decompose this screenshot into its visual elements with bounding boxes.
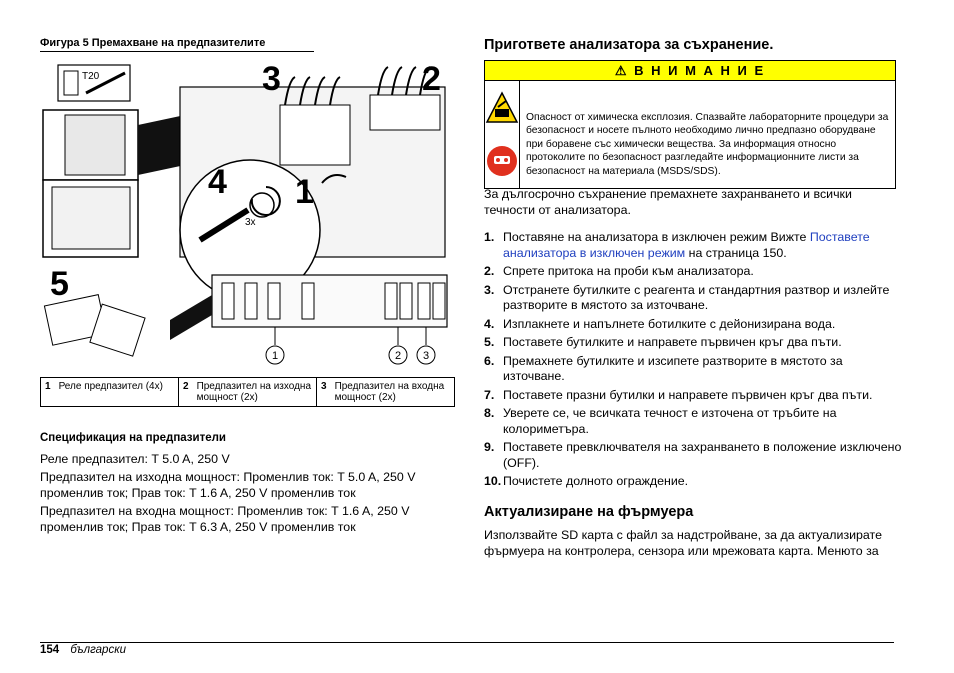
firmware-text: Използвайте SD карта с файл за надстройване, за да актуализирате фърмуера на контролера, сензора или мрежовата карта. Менюто за (484, 528, 882, 558)
legend-item (317, 378, 455, 407)
warning-title: В Н И М А Н И Е (634, 63, 766, 78)
step-number: 3. (484, 282, 495, 297)
list-item (484, 440, 904, 471)
warning-triangle-icon: ⚠ (614, 63, 629, 78)
fuse-removal-figure (40, 55, 455, 375)
warning-text: Опасност от химическа експлозия. Спазвайте лабораторните процедури за безопасност и носете пълното необходимо лично предпазно оборудване при боравене със химически вещества. За информация относно протоколите по безопасност разгледайте информационните листи за безопасност на материала (MSDS/SDS). (526, 112, 889, 177)
legend-number: 1 (45, 381, 51, 392)
step-text: Изплакнете и напълнете ботилките с дейонизирана вода. (503, 316, 836, 331)
figure-caption: Фигура 5 Премахване на предпазителите (40, 37, 314, 52)
step-number: 5. (484, 335, 495, 349)
step-number: 7. (484, 387, 495, 402)
step-number: 2. (484, 264, 495, 278)
list-item (484, 230, 904, 261)
spec-relay-fuse: Реле предпазител: T 5.0 A, 250 V (40, 452, 230, 466)
warning-box (484, 60, 896, 189)
step-text: Уверете се, че всичката течност е източена от тръбите на колориметъра. (503, 406, 837, 436)
list-item (484, 317, 904, 333)
step-number: 9. (484, 440, 495, 454)
legend-item (41, 378, 179, 407)
storage-heading: Пригответе анализатора за съхранение. (484, 37, 774, 53)
legend-number: 2 (183, 381, 189, 392)
spec-output-fuse: Предпазител на изходна мощност: Променлив ток: T 5.0 A, 250 V променлив ток; Прав ток: T 1.6 A, 250 V променлив ток (40, 470, 416, 500)
legend-item (179, 378, 317, 407)
legend-text: Реле предпазител (4x) (58, 381, 163, 392)
list-item (484, 354, 904, 385)
list-item (484, 406, 904, 437)
callout-3: 3 (422, 350, 430, 362)
tool-label: T20 (82, 71, 100, 82)
legend-text: Предпазител на изходна мощност (2x) (196, 381, 312, 403)
step-text: Отстранете бутилките с реагента и стандартния разтвор и излейте разтворите в мястото за източване. (503, 282, 890, 312)
callout-1: 1 (271, 350, 279, 362)
step-number: 1. (484, 230, 495, 244)
step-number-4: 4 (208, 163, 227, 201)
fuse-illustration (40, 55, 455, 375)
list-item (484, 474, 904, 490)
step-number: 6. (484, 353, 495, 368)
step-number-2: 2 (422, 60, 441, 98)
step-number: 8. (484, 406, 495, 420)
spec-input-fuse: Предпазител на входна мощност: Променлив ток: T 1.6 A, 250 V променлив ток; Прав ток: T 6.3 A, 250 V променлив ток (40, 504, 410, 534)
list-item (484, 388, 904, 404)
warning-header (485, 61, 895, 81)
storage-intro: За дългосрочно съхранение премахнете захранването и всички течности от анализатора. (484, 187, 852, 217)
legend-number: 3 (321, 381, 327, 392)
chemical-hazard-icon (485, 91, 519, 125)
step-text: Спрете притока на проби към анализатора. (503, 264, 754, 278)
legend-text: Предпазител на входна мощност (2x) (334, 381, 445, 403)
multiplier-label: 3x (245, 217, 256, 228)
step-text: Поставете бутилките и направете първичен кръг два пъти. (503, 335, 842, 349)
step-number-3: 3 (262, 60, 281, 98)
step-number: 10. (484, 474, 502, 488)
step-number-1: 1 (295, 173, 314, 211)
step-text: Премахнете бутилките и изсипете разтворите в мястото за източване. (503, 353, 843, 383)
storage-steps-list (484, 230, 904, 493)
step-number-5: 5 (50, 265, 69, 303)
protective-equipment-icon (485, 144, 519, 178)
footer-language: български (70, 644, 127, 656)
page-footer (40, 644, 126, 656)
list-item (484, 283, 904, 314)
figure-legend-table (40, 377, 455, 407)
list-item (484, 264, 904, 280)
step-text: Поставяне на анализатора в изключен режим Вижте (503, 230, 810, 244)
step-text: Поставете празни бутилки и направете първичен кръг два пъти. (503, 387, 873, 402)
callout-2: 2 (394, 350, 402, 362)
link-offline-mode[interactable]: Поставете анализатора в изключен режим (503, 230, 870, 260)
page-number: 154 (40, 644, 60, 656)
firmware-heading: Актуализиране на фърмуера (484, 504, 694, 520)
fuse-spec-heading: Спецификация на предпазители (40, 432, 226, 444)
step-text: Поставете превключвателя на захранването в положение изключено (OFF). (503, 440, 902, 470)
table-row (41, 378, 455, 407)
step-text: Почистете долното ограждение. (503, 474, 689, 488)
step-number: 4. (484, 316, 495, 331)
list-item (484, 335, 904, 351)
step-text: на страница 150. (685, 245, 787, 260)
footer-divider (40, 642, 894, 643)
